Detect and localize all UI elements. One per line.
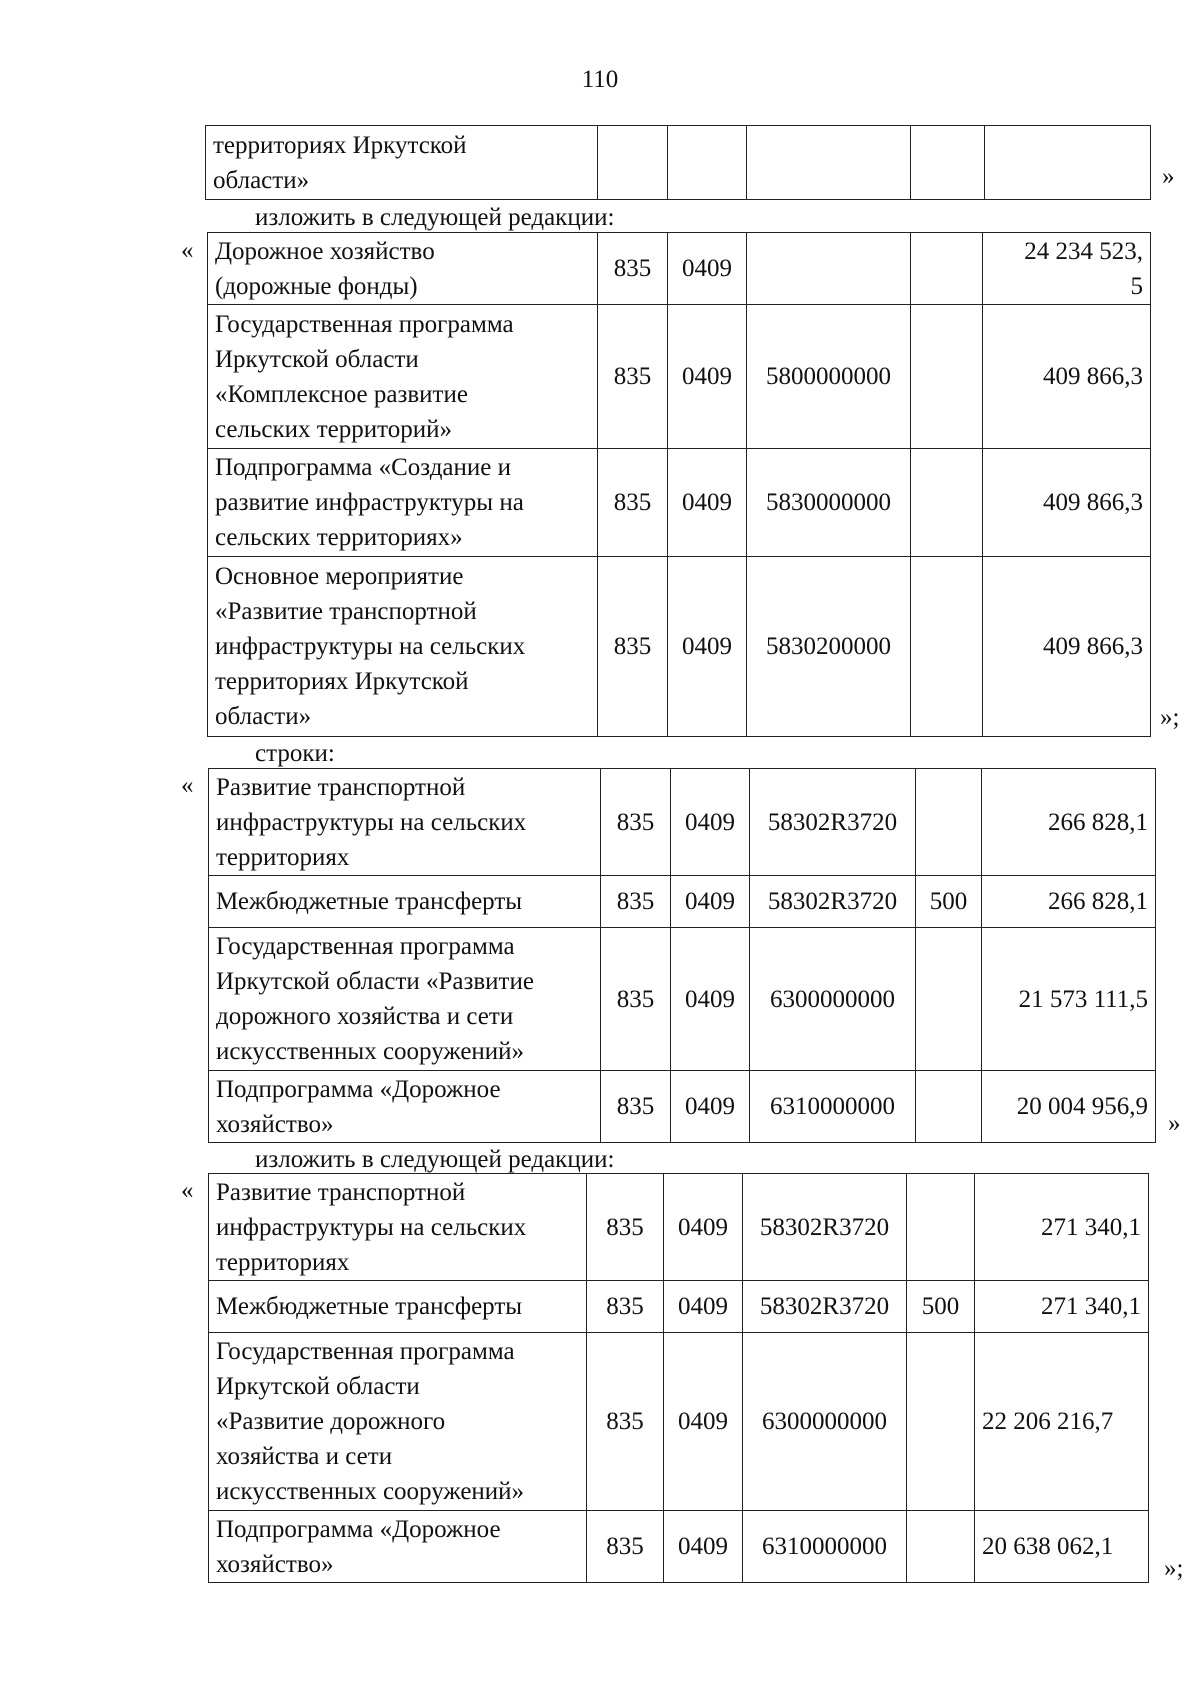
section-code-cell: 0409 [671,769,750,876]
type-code-cell [911,557,983,737]
row-name [209,1511,587,1583]
row-name-line: территориях Иркутской [215,668,469,695]
amount-cell [985,126,1151,200]
row-name-line: Иркутской области [215,345,419,373]
type-code-cell [911,233,983,305]
target-code-cell: 6300000000 [743,1333,907,1511]
row-name-line: инфраструктуры на сельских [215,633,526,660]
section-code-cell: 0409 [671,1071,750,1143]
target-code-cell: 6310000000 [750,1071,916,1143]
amount-cell: 20 638 062,1 [975,1511,1149,1583]
row-name-line: Государственная программа [216,1338,515,1365]
amount-cell [983,233,1151,305]
row-name-line: хозяйства и сети [216,1443,393,1470]
budget-table-revised-2 [208,1173,1149,1583]
row-name [209,1071,601,1143]
table-row [209,769,1156,876]
row-name [208,449,598,557]
type-code-cell [911,449,983,557]
target-code-cell: 58302R3720 [750,769,916,876]
admin-code-cell: 835 [587,1511,664,1583]
instruction-paragraph: строки: [255,740,335,767]
opening-quote: « [181,1177,194,1204]
target-code-cell: 5800000000 [747,305,911,449]
section-code-cell: 0409 [664,1333,743,1511]
row-name [206,126,598,200]
admin-code-cell: 835 [601,1071,671,1143]
row-name-line: искусственных сооружений» [216,1038,525,1065]
section-code-cell: 0409 [664,1511,743,1583]
type-code-cell [916,928,982,1071]
admin-code-cell: 835 [598,305,668,449]
section-code-cell: 0409 [668,557,747,737]
target-code-cell [747,233,911,305]
row-name-line: Развитие транспортной [216,1178,466,1206]
admin-code-cell: 835 [601,769,671,876]
row-name-line: инфраструктуры на сельских [216,1213,527,1241]
instruction-paragraph: изложить в следующей редакции: [255,1146,615,1173]
row-name-line: «Развитие дорожного [216,1408,446,1435]
row-name-line: Иркутской области «Развитие [216,968,534,995]
closing-quote: » [1162,163,1175,190]
amount-line: 5 [1130,272,1143,300]
target-code-cell: 58302R3720 [743,1281,907,1333]
table-row [209,876,1156,928]
row-name [209,1281,587,1333]
row-name-line: Развитие транспортной [216,773,466,801]
section-code-cell: 0409 [664,1281,743,1333]
row-name [209,769,601,876]
row-name-line: сельских территорий» [215,415,452,443]
row-name-line: «Комплексное развитие [215,380,468,408]
row-name [208,233,598,305]
budget-table-revised-1 [207,232,1151,737]
admin-code-cell: 835 [587,1174,664,1281]
section-code-cell: 0409 [668,449,747,557]
row-name [208,557,598,737]
admin-code-cell [598,126,668,200]
opening-quote: « [181,237,194,264]
table-row [206,126,1151,200]
row-name-line: «Развитие транспортной [215,598,477,625]
type-code-cell [907,1511,975,1583]
target-code-cell [747,126,911,200]
row-name-line: Подпрограмма «Создание и [215,454,511,481]
table-row [209,1174,1149,1281]
budget-table-tail [205,125,1151,200]
row-name [209,1174,587,1281]
type-code-cell [911,126,985,200]
amount-cell: 266 828,1 [982,876,1156,928]
target-code-cell: 6300000000 [750,928,916,1071]
admin-code-cell: 835 [601,928,671,1071]
section-code-cell: 0409 [671,928,750,1071]
target-code-cell: 6310000000 [743,1511,907,1583]
admin-code-cell: 835 [601,876,671,928]
amount-cell: 409 866,3 [983,305,1151,449]
row-name-line: Основное мероприятие [215,563,464,590]
row-name-line: Государственная программа [215,310,514,338]
table-row [209,1281,1149,1333]
target-code-cell: 5830000000 [747,449,911,557]
section-code-cell: 0409 [664,1174,743,1281]
type-code-cell [916,769,982,876]
row-name [209,928,601,1071]
budget-table-current [208,768,1156,1143]
page-number: 110 [581,66,619,93]
amount-line: 24 234 523, [1024,237,1143,265]
type-code-cell [911,305,983,449]
type-code-cell: 500 [916,876,982,928]
table-row [208,557,1151,737]
amount-cell: 409 866,3 [983,557,1151,737]
table-row [208,233,1151,305]
row-name-line: искусственных сооружений» [216,1478,525,1505]
amount-cell: 271 340,1 [975,1174,1149,1281]
row-name-line: Межбюджетные трансферты [216,888,523,915]
row-name-line: хозяйство» [216,1550,334,1578]
row-name-line: инфраструктуры на сельских [216,808,527,836]
row-name-line: хозяйство» [216,1110,334,1138]
row-name-line: Иркутской области [216,1373,420,1400]
closing-quote: »; [1160,704,1180,731]
row-name [209,1333,587,1511]
table-row [209,1511,1149,1583]
amount-cell: 21 573 111,5 [982,928,1156,1071]
amount-cell: 271 340,1 [975,1281,1149,1333]
type-code-cell [907,1174,975,1281]
target-code-cell: 5830200000 [747,557,911,737]
row-name-line: Дорожное хозяйство [215,237,435,265]
amount-cell: 22 206 216,7 [975,1333,1149,1511]
target-code-cell: 58302R3720 [750,876,916,928]
admin-code-cell: 835 [598,233,668,305]
row-name-line: территориях [216,843,350,871]
table-row [209,1071,1156,1143]
instruction-paragraph: изложить в следующей редакции: [255,204,615,231]
admin-code-cell: 835 [598,449,668,557]
table-row [208,449,1151,557]
admin-code-cell: 835 [587,1333,664,1511]
row-name [209,876,601,928]
row-name-line: территориях [216,1248,350,1276]
type-code-cell [916,1071,982,1143]
target-code-cell: 58302R3720 [743,1174,907,1281]
table-row [209,928,1156,1071]
row-name-line: Государственная программа [216,933,515,960]
section-code-cell [668,126,747,200]
row-name-line: Подпрограмма «Дорожное [216,1515,501,1543]
amount-cell: 20 004 956,9 [982,1071,1156,1143]
row-name-line: дорожного хозяйства и сети [216,1003,514,1030]
row-name-line: Подпрограмма «Дорожное [216,1075,501,1103]
section-code-cell: 0409 [668,305,747,449]
amount-cell: 409 866,3 [983,449,1151,557]
type-code-cell: 500 [907,1281,975,1333]
row-name-line: сельских территориях» [215,524,463,551]
row-name-line: (дорожные фонды) [215,272,418,300]
row-name-line: Межбюджетные трансферты [216,1293,523,1320]
table-row [209,1333,1149,1511]
amount-cell: 266 828,1 [982,769,1156,876]
section-code-cell: 0409 [668,233,747,305]
row-name-line: территориях Иркутской [213,131,467,159]
admin-code-cell: 835 [598,557,668,737]
type-code-cell [907,1333,975,1511]
table-row [208,305,1151,449]
closing-quote: » [1168,1110,1181,1137]
row-name [208,305,598,449]
row-name-line: области» [215,703,312,730]
opening-quote: « [181,772,194,799]
row-name-line: развитие инфраструктуры на [215,489,524,516]
section-code-cell: 0409 [671,876,750,928]
row-name-line: области» [213,166,310,194]
admin-code-cell: 835 [587,1281,664,1333]
closing-quote: »; [1164,1555,1184,1582]
